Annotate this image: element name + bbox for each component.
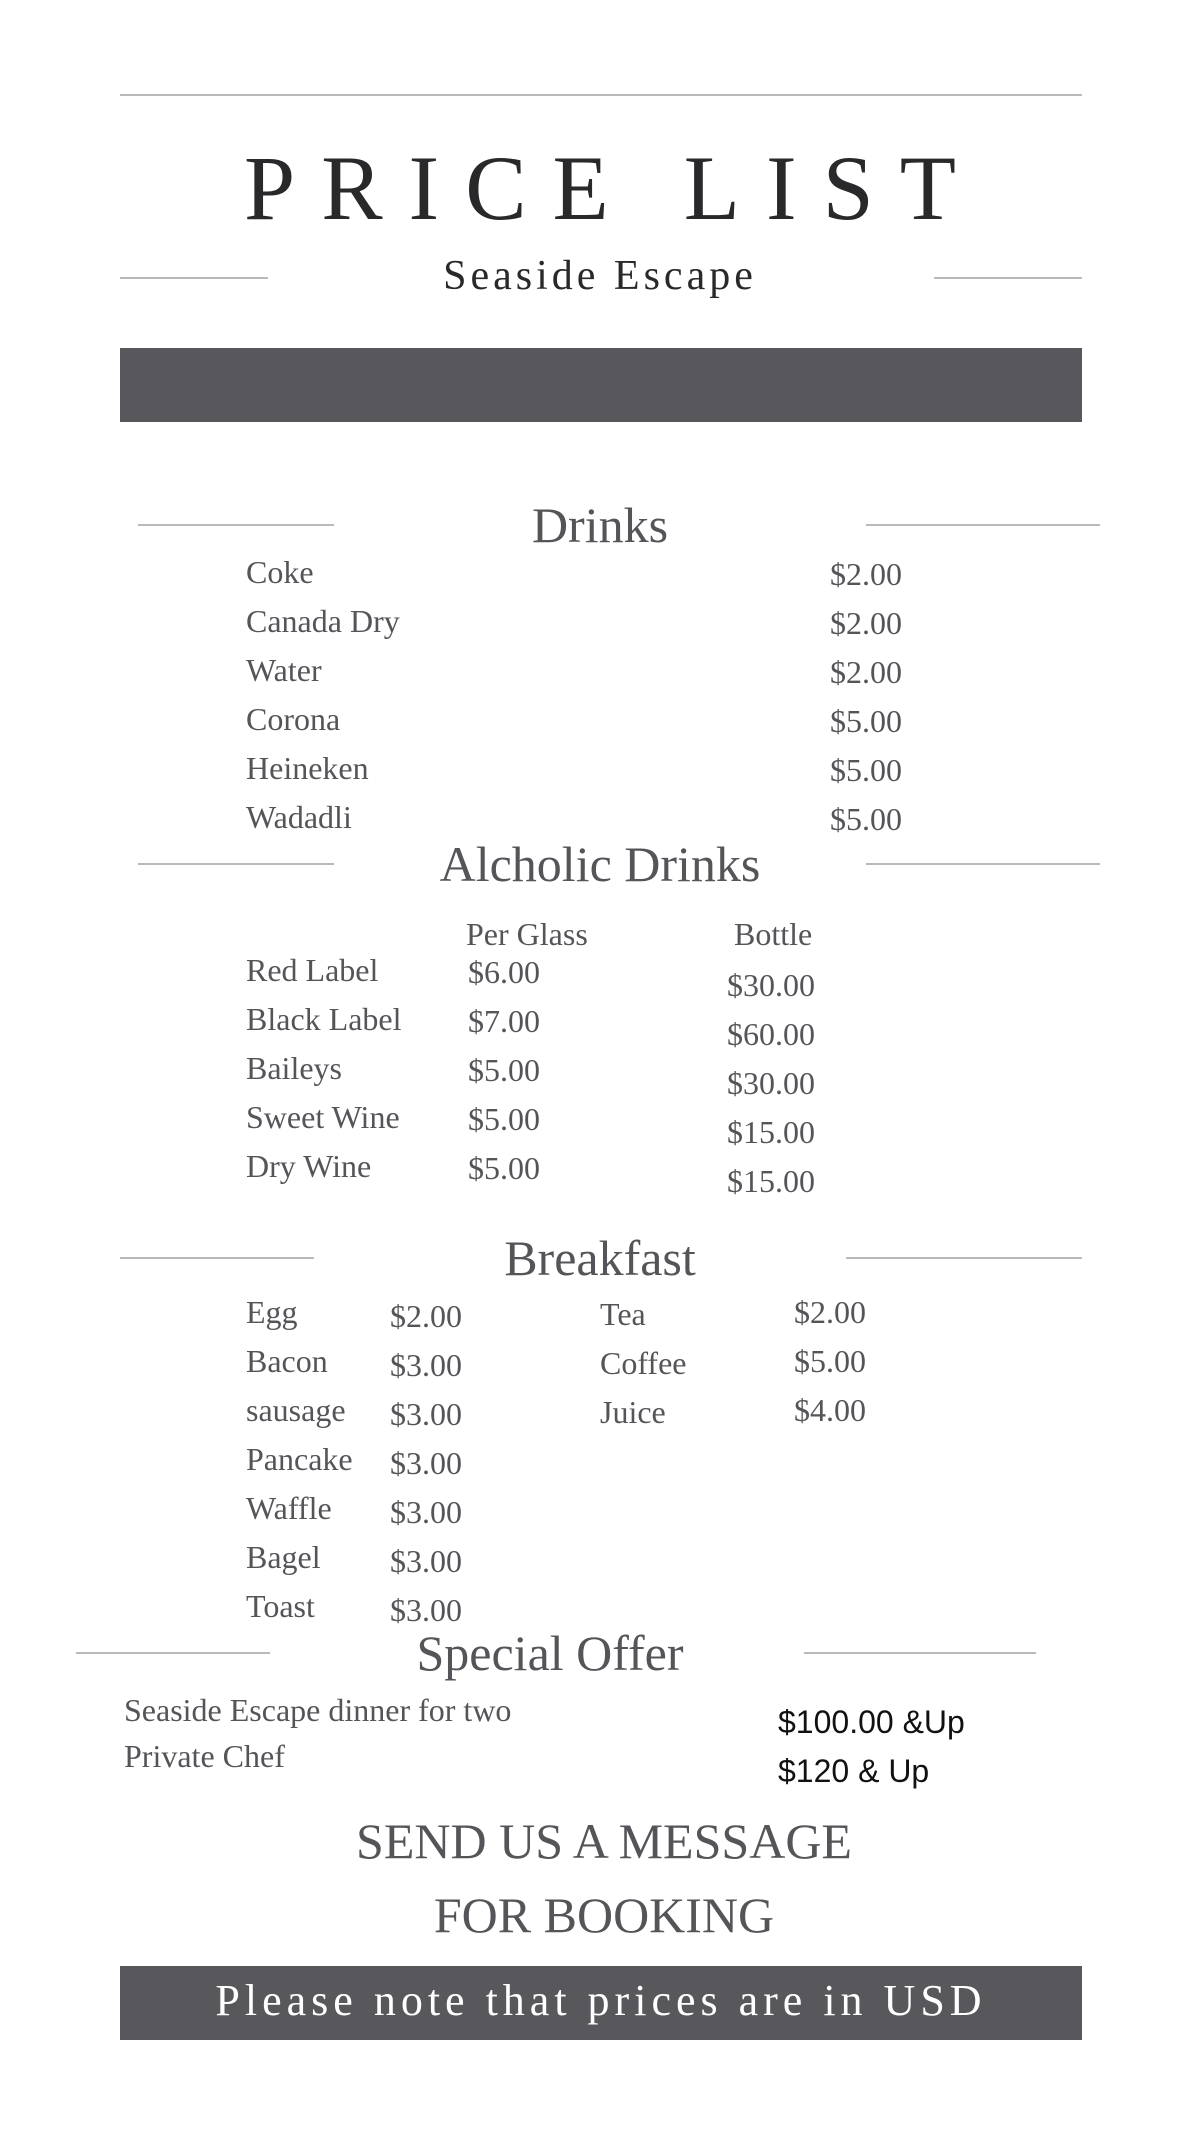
drinks-heading: Drinks [531,497,669,553]
breakfast-item-price: $2.00 [390,1298,462,1334]
special-item-price: $120 & Up [778,1753,930,1789]
breakfast-item-price: $3.00 [390,1396,462,1432]
alcoholic-divider-right [866,863,1100,865]
alcoholic-glass-price: $5.00 [468,1101,540,1137]
alcoholic-item-name: Black Label [246,1001,402,1037]
drinks-item-price: $5.00 [830,703,902,739]
breakfast-item-price: $3.00 [390,1347,462,1383]
drinks-divider-right [866,524,1100,526]
breakfast-item-name: sausage [246,1392,346,1428]
drinks-item-name: Wadadli [246,799,352,835]
subtitle-divider-right [934,277,1082,279]
breakfast-item-name: Pancake [246,1441,353,1477]
alcoholic-item-name: Baileys [246,1050,342,1086]
alcoholic-glass-price: $7.00 [468,1003,540,1039]
breakfast-item-price: $3.00 [390,1592,462,1628]
special-heading: Special Offer [416,1625,684,1681]
breakfast-divider-right [846,1257,1082,1259]
breakfast-item-name: Bacon [246,1343,328,1379]
breakfast-heading: Breakfast [504,1230,696,1286]
drinks-item-name: Coke [246,554,314,590]
drinks-item-price: $2.00 [830,556,902,592]
breakfast-item-price: $3.00 [390,1494,462,1530]
alcoholic-glass-price: $5.00 [468,1150,540,1186]
special-item-price: $100.00 &Up [778,1704,965,1740]
alcoholic-item-name: Sweet Wine [246,1099,400,1135]
drinks-divider-left [138,524,334,526]
alcoholic-glass-price: $5.00 [468,1052,540,1088]
alcoholic-bottle-price: $30.00 [727,1065,815,1101]
header-banner [120,348,1082,422]
drinks-item-price: $5.00 [830,752,902,788]
breakfast-beverage-name: Tea [600,1296,646,1332]
drinks-item-name: Heineken [246,750,369,786]
page-title: PRICE LIST [244,137,982,239]
drinks-item-name: Canada Dry [246,603,400,639]
drinks-item-name: Corona [246,701,341,737]
alcoholic-bottle-price: $15.00 [727,1114,815,1150]
special-item-name: Seaside Escape dinner for two [124,1692,512,1728]
drinks-item-price: $5.00 [830,801,902,837]
alcoholic-bottle-price: $30.00 [727,967,815,1003]
booking-message-line-1: SEND US A MESSAGE [356,1813,852,1869]
drinks-item-price: $2.00 [830,605,902,641]
alcoholic-glass-price: $6.00 [468,954,540,990]
alcoholic-bottle-price: $60.00 [727,1016,815,1052]
top-divider [120,94,1082,96]
breakfast-beverage-price: $5.00 [794,1343,866,1379]
currency-note: Please note that prices are in USD [215,1976,987,2025]
breakfast-item-name: Toast [246,1588,315,1624]
drinks-item-name: Water [246,652,322,688]
booking-message-line-2: FOR BOOKING [433,1887,775,1943]
column-header-per-glass: Per Glass [466,916,588,952]
breakfast-beverage-price: $2.00 [794,1294,866,1330]
special-divider-right [804,1652,1036,1654]
page-subtitle: Seaside Escape [443,253,757,299]
breakfast-item-name: Bagel [246,1539,321,1575]
breakfast-item-name: Egg [246,1294,298,1330]
breakfast-divider-left [120,1257,314,1259]
special-item-name: Private Chef [124,1738,285,1774]
alcoholic-divider-left [138,863,334,865]
breakfast-beverage-name: Juice [600,1394,666,1430]
alcoholic-heading: Alcholic Drinks [439,836,761,892]
alcoholic-item-name: Red Label [246,952,379,988]
breakfast-item-price: $3.00 [390,1543,462,1579]
special-divider-left [76,1652,270,1654]
breakfast-beverage-price: $4.00 [794,1392,866,1428]
column-header-bottle: Bottle [734,916,813,952]
breakfast-item-name: Waffle [246,1490,332,1526]
alcoholic-bottle-price: $15.00 [727,1163,815,1199]
breakfast-item-price: $3.00 [390,1445,462,1481]
alcoholic-item-name: Dry Wine [246,1148,372,1184]
breakfast-beverage-name: Coffee [600,1345,687,1381]
drinks-item-price: $2.00 [830,654,902,690]
